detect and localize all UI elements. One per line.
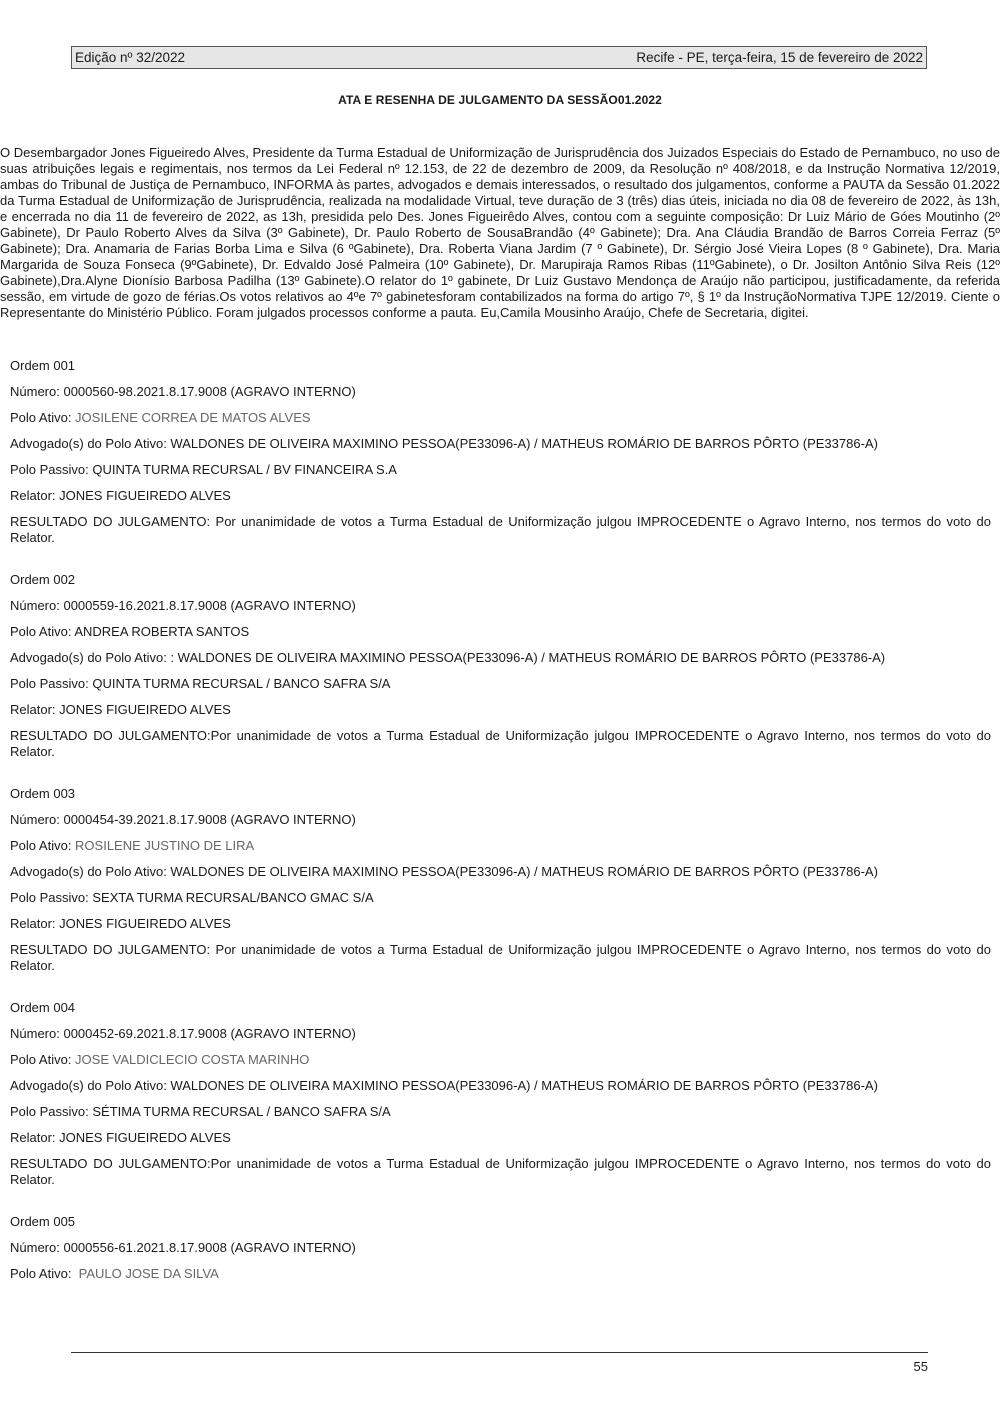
active-party-lawyers: Advogado(s) do Polo Ativo: WALDONES DE OLIVEIRA MAXIMINO PESSOA(PE33096-A) / MATHEUS ROMÁRIO DE BARROS PÔRTO (PE33786-A) [10, 864, 878, 879]
active-party-lawyers: Advogado(s) do Polo Ativo: WALDONES DE OLIVEIRA MAXIMINO PESSOA(PE33096-A) / MATHEUS ROMÁRIO DE BARROS PÔRTO (PE33786-A) [10, 1078, 878, 1093]
rapporteur: Relator: JONES FIGUEIREDO ALVES [10, 702, 231, 717]
process-number: Número: 0000559-16.2021.8.17.9008 (AGRAVO INTERNO) [10, 598, 356, 613]
rapporteur: Relator: JONES FIGUEIREDO ALVES [10, 488, 231, 503]
edition-header [71, 46, 927, 69]
active-party-label: Polo Ativo: [10, 1052, 76, 1067]
footer-divider [71, 1352, 928, 1353]
document-title: ATA E RESENHA DE JULGAMENTO DA SESSÃO01.2022 [338, 93, 662, 107]
active-party-label: Polo Ativo: [10, 410, 76, 425]
active-party [10, 624, 991, 640]
edition-location-date: Recife - PE, terça-feira, 15 de fevereiro de 2022 [636, 50, 923, 65]
active-party-label: Polo Ativo: [10, 838, 76, 853]
order-label: Ordem 001 [10, 358, 76, 373]
active-party-name: JOSILENE CORREA DE MATOS ALVES [75, 410, 311, 425]
passive-party: Polo Passivo: SÉTIMA TURMA RECURSAL / BANCO SAFRA S/A [10, 1104, 391, 1119]
order-item [10, 572, 991, 760]
order-item [10, 786, 991, 974]
judgment-result: RESULTADO DO JULGAMENTO: Por unanimidade de votos a Turma Estadual de Uniformização julgou IMPROCEDENTE o Agravo Interno, nos termos do voto do Relator. [10, 514, 991, 545]
judgment-result: RESULTADO DO JULGAMENTO: Por unanimidade de votos a Turma Estadual de Uniformização julgou IMPROCEDENTE o Agravo Interno, nos termos do voto do Relator. [10, 942, 991, 973]
passive-party: Polo Passivo: QUINTA TURMA RECURSAL / BANCO SAFRA S/A [10, 676, 391, 691]
active-party-name: ROSILENE JUSTINO DE LIRA [75, 838, 255, 853]
active-party [10, 1052, 991, 1068]
passive-party: Polo Passivo: QUINTA TURMA RECURSAL / BV FINANCEIRA S.A [10, 462, 397, 477]
active-party-name: ANDREA ROBERTA SANTOS [74, 624, 250, 639]
order-label: Ordem 003 [10, 786, 76, 801]
active-party-name: PAULO JOSE DA SILVA [78, 1266, 219, 1281]
active-party-label: Polo Ativo: [10, 1266, 79, 1281]
order-label: Ordem 002 [10, 572, 76, 587]
rapporteur: Relator: JONES FIGUEIREDO ALVES [10, 1130, 231, 1145]
active-party [10, 1266, 991, 1282]
active-party-label: Polo Ativo: [10, 624, 75, 639]
intro-paragraph: O Desembargador Jones Figueiredo Alves, Presidente da Turma Estadual de Uniformização de Jurisprudência dos Juizados Especiais do Estado de Pernambuco, no uso de suas atribuições legais e regimentais, nos termos da Lei Federal nº 12.153, de 22 de dezembro de 2009, da Resolução nº 408/2018, e da Instrução Normativa 12/2019, ambas do Tribunal de Justiça de Pernambuco, INFORMA às partes, advogados e demais interessados, o resultado dos julgamentos, conforme a PAUTA da Sessão 01.2022 da Turma Estadual de Uniformização de Jurisprudência, realizada na modalidade Virtual, teve duração de 3 (três) dias úteis, iniciada no dia 08 de fevereiro de 2022, às 13h, e encerrada no dia 11 de fevereiro de 2022, as 13h, presidida pelo Des. Jones Figueirêdo Alves, contou com a seguinte composição: Dr Luiz Mário de Góes Moutinho (2º Gabinete), Dr Paulo Roberto Alves da Silva (3º Gabinete), Dr. Paulo Roberto de SousaBrandão (4º Gabinete); Dra. Ana Cláudia Brandão de Barros Correia Ferraz (5º Gabinete); Dra. Anamaria de Farias Borba Lima e Silva (6 ºGabinete), Dra. Roberta Viana Jardim (7 º Gabinete), Dr. Sérgio José Vieira Lopes (8 º Gabinete), Dra. Maria Margarida de Souza Fonseca (9ºGabinete), Dr. Edvaldo José Palmeira (10º Gabinete), Dr. Marupiraja Ramos Ribas (11ºGabinete), o Dr. Josilton Antônio Silva Reis (12º Gabinete),Dra.Alyne Dionísio Barbosa Padilha (13º Gabinete).O relator do 1º gabinete, Dr Luiz Gustavo Mendonça de Araújo não participou, justificadamente, da referida sessão, em virtude de gozo de férias.Os votos relativos ao 4ºe 7º gabinetesforam contabilizados na forma do artigo 7º, § 1º da InstruçãoNormativa TJPE 12/2019. Ciente o Representante do Ministério Público. Foram julgados processos conforme a pauta. Eu,Camila Mousinho Araújo, Chefe de Secretaria, digitei. [0, 145, 1000, 320]
order-item [10, 1000, 991, 1188]
process-number: Número: 0000560-98.2021.8.17.9008 (AGRAVO INTERNO) [10, 384, 356, 399]
rapporteur: Relator: JONES FIGUEIREDO ALVES [10, 916, 231, 931]
page-number: 55 [913, 1359, 928, 1374]
order-label: Ordem 004 [10, 1000, 76, 1015]
judgment-result: RESULTADO DO JULGAMENTO:Por unanimidade de votos a Turma Estadual de Uniformização julgou IMPROCEDENTE o Agravo Interno, nos termos do voto do Relator. [10, 728, 991, 759]
active-party-lawyers: Advogado(s) do Polo Ativo: : WALDONES DE OLIVEIRA MAXIMINO PESSOA(PE33096-A) / MATHEUS ROMÁRIO DE BARROS PÔRTO (PE33786-A) [10, 650, 886, 665]
orders-list [10, 358, 991, 1292]
active-party [10, 410, 991, 426]
order-item [10, 1214, 991, 1282]
order-label: Ordem 005 [10, 1214, 76, 1229]
edition-number: Edição nº 32/2022 [75, 50, 186, 65]
active-party-lawyers: Advogado(s) do Polo Ativo: WALDONES DE OLIVEIRA MAXIMINO PESSOA(PE33096-A) / MATHEUS ROMÁRIO DE BARROS PÔRTO (PE33786-A) [10, 436, 878, 451]
order-item [10, 358, 991, 546]
passive-party: Polo Passivo: SEXTA TURMA RECURSAL/BANCO GMAC S/A [10, 890, 374, 905]
process-number: Número: 0000556-61.2021.8.17.9008 (AGRAVO INTERNO) [10, 1240, 356, 1255]
process-number: Número: 0000452-69.2021.8.17.9008 (AGRAVO INTERNO) [10, 1026, 356, 1041]
active-party-name: JOSE VALDICLECIO COSTA MARINHO [75, 1052, 310, 1067]
process-number: Número: 0000454-39.2021.8.17.9008 (AGRAVO INTERNO) [10, 812, 356, 827]
judgment-result: RESULTADO DO JULGAMENTO:Por unanimidade de votos a Turma Estadual de Uniformização julgou IMPROCEDENTE o Agravo Interno, nos termos do voto do Relator. [10, 1156, 991, 1187]
active-party [10, 838, 991, 854]
